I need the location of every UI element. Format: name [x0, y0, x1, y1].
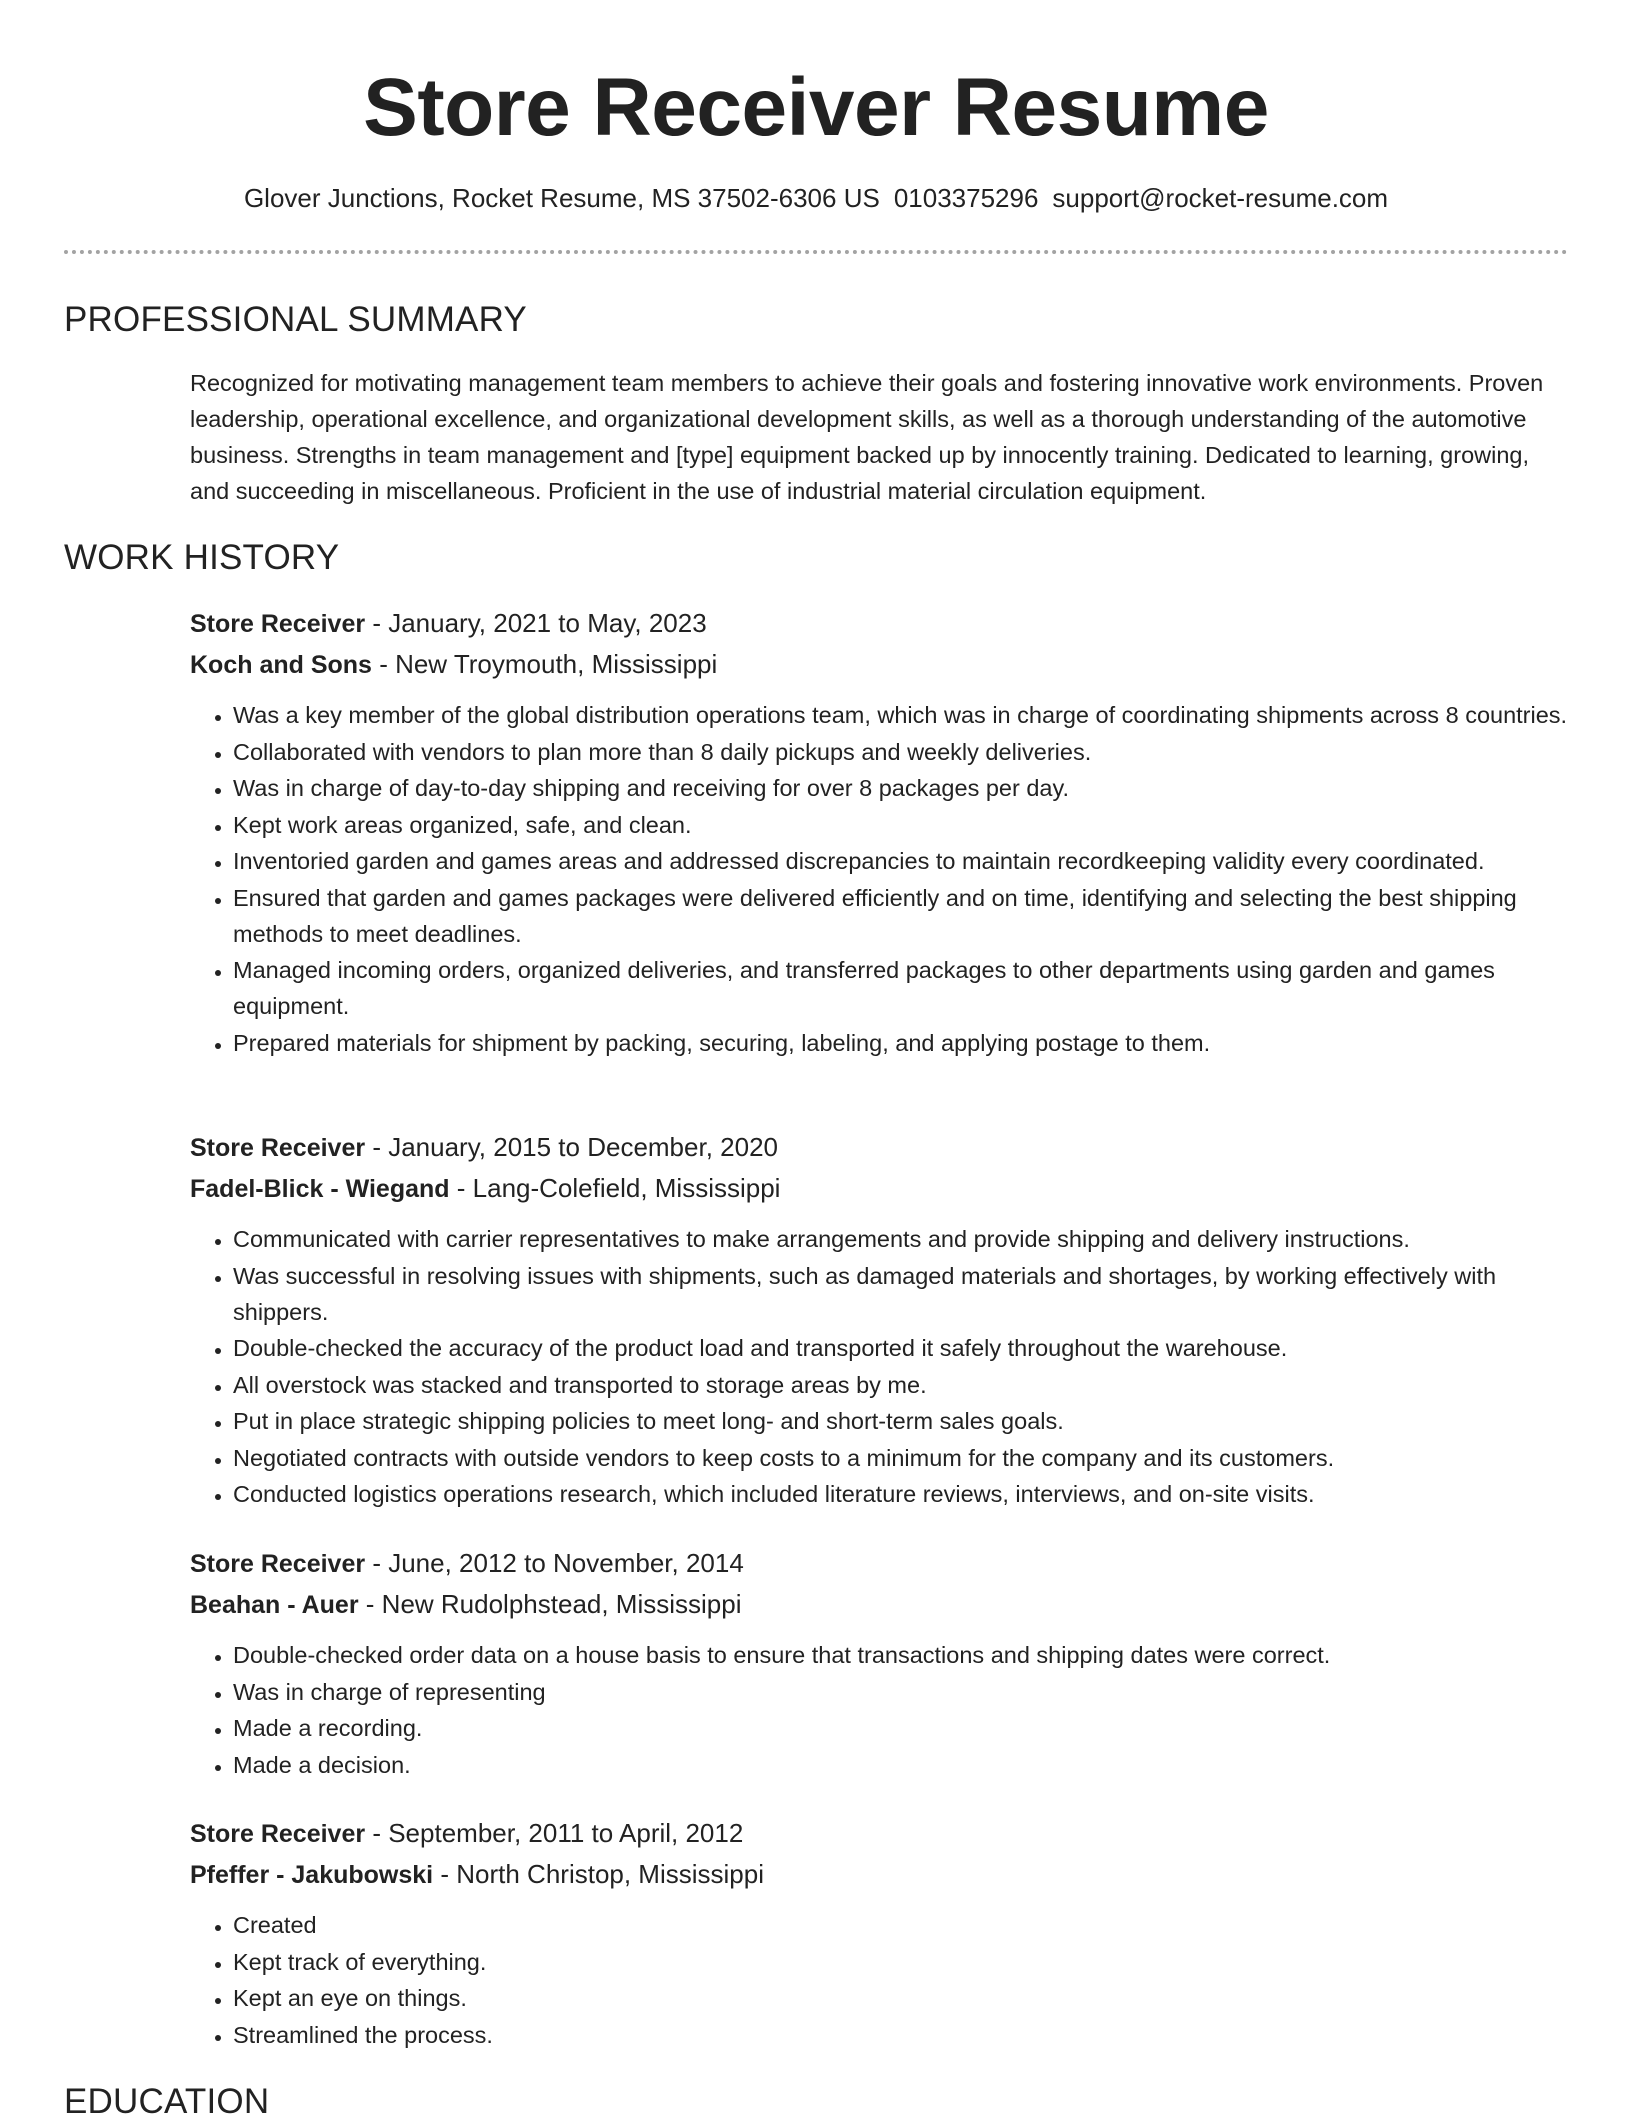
job-bullet: • Communicated with carrier representatives to make arrangements and provide shipping and delivery instructions.: [233, 1221, 1570, 1257]
job-title: Store Receiver: [190, 1550, 366, 1578]
job-location: - New Troymouth, Mississippi: [371, 649, 718, 679]
job-bullets: [190, 697, 1570, 1061]
job-entry: [190, 1127, 1570, 1513]
job-bullet: • Inventoried garden and games areas and addressed discrepancies to maintain recordkeeping validity every coordinated.: [233, 843, 1570, 879]
job-location: - Lang-Colefield, Mississippi: [449, 1173, 781, 1203]
job-bullet: • Ensured that garden and games packages were delivered efficiently and on time, identifying and selecting the best shipping methods to meet deadlines.: [233, 880, 1570, 952]
job-bullet: • Double-checked the accuracy of the product load and transported it safely throughout the warehouse.: [233, 1330, 1570, 1366]
job-location: - New Rudolphstead, Mississippi: [358, 1589, 742, 1619]
job-title: Store Receiver: [190, 610, 366, 638]
job-bullet: • Was in charge of representing: [233, 1674, 1570, 1710]
job-company-line: [190, 644, 1570, 685]
summary-text: Recognized for motivating management team members to achieve their goals and fostering innovative work environments. Proven leadership, operational excellence, and organizational development skills, as well as a thorough understanding of the automotive business. Strengths in team management and [type] equipment backed up by innocently training. Dedicated to learning, growing, and succeeding in miscellaneous. Proficient in the use of industrial material circulation equipment.: [190, 370, 1544, 504]
job-title-line: [190, 1813, 1570, 1854]
education-heading: EDUCATION: [64, 2082, 270, 2121]
summary-heading: PROFESSIONAL SUMMARY: [64, 300, 527, 339]
job-dates: - June, 2012 to November, 2014: [365, 1548, 744, 1578]
job-company-line: [190, 1584, 1570, 1625]
job-entry: [190, 1813, 1570, 2053]
job-entry: [190, 1543, 1570, 1783]
job-bullet: • Negotiated contracts with outside vendors to keep costs to a minimum for the company and its customers.: [233, 1440, 1570, 1476]
job-company: Fadel-Blick - Wiegand: [190, 1175, 450, 1203]
contact-email: support@rocket-resume.com: [1052, 183, 1389, 213]
job-title: Store Receiver: [190, 1134, 366, 1162]
job-entry: [190, 603, 1570, 1061]
job-company-line: [190, 1168, 1570, 1209]
job-bullet: • Was in charge of day-to-day shipping and receiving for over 8 packages per day.: [233, 770, 1570, 806]
header-divider: [64, 250, 1568, 254]
work-history-heading: WORK HISTORY: [64, 538, 340, 577]
job-bullet: • Managed incoming orders, organized deliveries, and transferred packages to other departments using garden and games equipment.: [233, 952, 1570, 1024]
job-title-line: [190, 1127, 1570, 1168]
job-bullet: • Collaborated with vendors to plan more than 8 daily pickups and weekly deliveries.: [233, 734, 1570, 770]
job-company: Beahan - Auer: [190, 1591, 359, 1619]
job-bullet: • Made a recording.: [233, 1710, 1570, 1746]
job-bullets: [190, 1907, 1570, 2053]
job-dates: - January, 2021 to May, 2023: [365, 608, 707, 638]
job-title: Store Receiver: [190, 1820, 366, 1848]
job-bullet: • Kept track of everything.: [233, 1944, 1570, 1980]
job-bullet: • Kept an eye on things.: [233, 1980, 1570, 2016]
job-company-line: [190, 1854, 1570, 1895]
job-bullet: • Was successful in resolving issues with shipments, such as damaged materials and shortages, by working effectively with shippers.: [233, 1258, 1570, 1330]
job-bullets: [190, 1637, 1570, 1783]
job-bullet: • Prepared materials for shipment by packing, securing, labeling, and applying postage to them.: [233, 1025, 1570, 1061]
contact-line: [0, 180, 1632, 216]
job-dates: - January, 2015 to December, 2020: [365, 1132, 778, 1162]
job-location: - North Christop, Mississippi: [433, 1859, 764, 1889]
job-title-line: [190, 603, 1570, 644]
contact-phone: 0103375296: [893, 183, 1039, 213]
job-bullet: • Made a decision.: [233, 1747, 1570, 1783]
contact-address: Glover Junctions, Rocket Resume, MS 37502-6306 US: [243, 183, 880, 213]
job-title-line: [190, 1543, 1570, 1584]
job-bullets: [190, 1221, 1570, 1512]
resume-title: Store Receiver Resume: [363, 62, 1269, 153]
job-dates: - September, 2011 to April, 2012: [365, 1818, 744, 1848]
job-bullet: • All overstock was stacked and transported to storage areas by me.: [233, 1367, 1570, 1403]
job-bullet: • Was a key member of the global distribution operations team, which was in charge of coordinating shipments across 8 countries.: [233, 697, 1570, 733]
job-bullet: • Kept work areas organized, safe, and clean.: [233, 807, 1570, 843]
job-bullet: • Double-checked order data on a house basis to ensure that transactions and shipping dates were correct.: [233, 1637, 1570, 1673]
job-bullet: • Put in place strategic shipping policies to meet long- and short-term sales goals.: [233, 1403, 1570, 1439]
job-bullet: • Created: [233, 1907, 1570, 1943]
job-bullet: • Conducted logistics operations research, which included literature reviews, interviews, and on-site visits.: [233, 1476, 1570, 1512]
job-company: Koch and Sons: [190, 651, 372, 679]
job-company: Pfeffer - Jakubowski: [190, 1861, 434, 1889]
job-bullet: • Streamlined the process.: [233, 2017, 1570, 2053]
